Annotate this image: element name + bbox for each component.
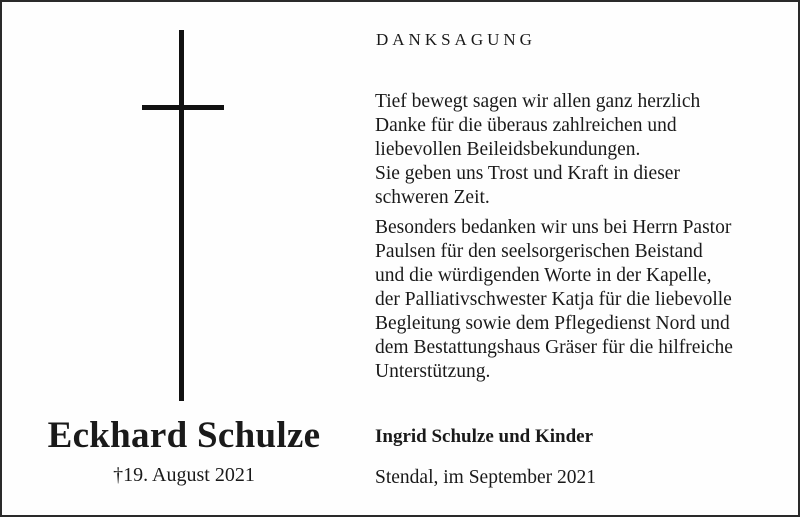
paragraph-line: liebevollen Beileidsbekundungen. — [375, 139, 641, 160]
deceased-name: Eckhard Schulze — [47, 415, 321, 456]
paragraph-line: Begleitung sowie dem Pflegedienst Nord und — [375, 313, 730, 334]
paragraph-line: der Palliativschwester Katja für die liebevolle — [375, 289, 732, 310]
paragraph-line: Tief bewegt sagen wir allen ganz herzlich — [375, 91, 701, 112]
paragraph-line: Unterstützung. — [375, 361, 491, 382]
acknowledgements-paragraph — [375, 216, 785, 384]
paragraph-line: und die würdigenden Worte in der Kapelle, — [375, 265, 712, 286]
paragraph-line: Besonders bedanken wir uns bei Herrn Pastor — [375, 217, 732, 238]
cross-icon-horizontal-bar — [142, 105, 224, 110]
paragraph-line: Danke für die überaus zahlreichen und — [375, 115, 677, 136]
paragraph-line: dem Bestattungshaus Gräser für die hilfreiche — [375, 337, 733, 358]
paragraph-line: Sie geben uns Trost und Kraft in dieser — [375, 163, 680, 184]
paragraph-line: Paulsen für den seelsorgerischen Beistand — [375, 241, 703, 262]
paragraph-line: schweren Zeit. — [375, 187, 490, 208]
notice-heading: DANKSAGUNG — [376, 30, 536, 49]
signers: Ingrid Schulze und Kinder — [375, 426, 594, 447]
death-date: †19. August 2021 — [113, 464, 255, 486]
place-date: Stendal, im September 2021 — [375, 467, 596, 488]
thanks-paragraph — [375, 90, 785, 210]
cross-icon-vertical-bar — [179, 30, 184, 401]
